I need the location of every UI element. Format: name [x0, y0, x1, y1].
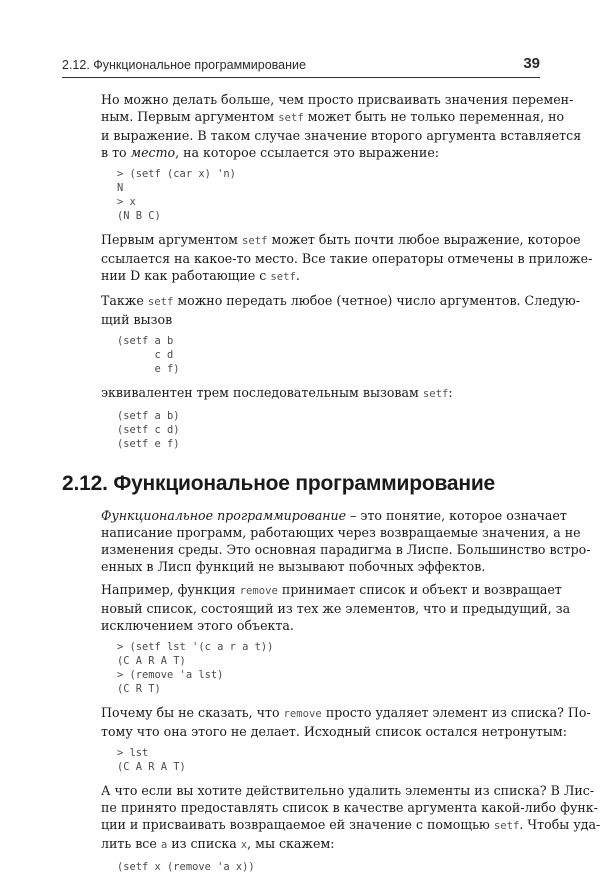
paragraph-line: енных в Лисп функций не вызывают побочных эффектов.	[101, 559, 486, 574]
inline-code: remove	[283, 708, 322, 720]
paragraph-line: исключением этого объекта.	[101, 618, 294, 633]
paragraph-line: ным. Первым аргументом setf может быть не только переменная, но	[101, 109, 565, 124]
inline-code: a	[160, 839, 168, 851]
code-block: > lst (C A R A T)	[117, 747, 186, 773]
paragraph-line: Например, функция remove принимает список и объект и возвращает	[101, 582, 562, 597]
paragraph-2	[101, 231, 593, 286]
paragraph-4	[101, 384, 537, 403]
paragraph-1	[101, 91, 582, 161]
paragraph-line: тому что она этого не делает. Исходный список остался нетронутым:	[101, 724, 567, 739]
inline-code: setf	[147, 296, 174, 308]
inline-code: x	[240, 839, 248, 851]
running-head-title: 2.12. Функциональное программирование	[62, 58, 306, 72]
page-body	[62, 91, 600, 882]
paragraph-3	[101, 292, 581, 328]
paragraph-line: Почему бы не сказать, что remove просто удаляет элемент из списка? По-	[101, 705, 591, 720]
emphasis: место	[130, 145, 176, 160]
paragraph-line: Также setf можно передать любое (четное) число аргументов. Следую-	[101, 293, 581, 308]
paragraph-line: пе принято предоставлять список в качестве аргумента какой-либо функ-	[101, 800, 598, 815]
code-block: > (setf lst '(c a r a t)) (C A R A T) > (remove 'a lst) (C R T)	[117, 641, 274, 695]
paragraph-line: новый список, состоящий из тех же элементов, что и предыдущий, за	[101, 601, 571, 616]
inline-code: setf	[270, 271, 296, 283]
paragraph-line: эквивалентен трем последовательным вызовам setf:	[101, 385, 453, 400]
running-head	[62, 55, 540, 77]
inline-code: setf	[493, 820, 520, 832]
code-block: (setf a b c d e f)	[117, 335, 180, 375]
paragraph-line: и выражение. В таком случае значение второго аргумента вставляется	[101, 128, 582, 143]
code-block: (setf x (remove 'a x))	[117, 861, 255, 873]
paragraph-line: в то место, на которое ссылается это выражение:	[101, 145, 440, 160]
paragraph-line: нии D как работающие с setf.	[101, 268, 300, 283]
paragraph-line: ции и присваивать возвращаемое ей значение с помощью setf. Чтобы уда-	[101, 817, 600, 832]
paragraph-7	[101, 704, 591, 740]
paragraph-line: А что если вы хотите действительно удалить элементы из списка? В Лис-	[101, 783, 595, 798]
paragraph-line: Но можно делать больше, чем просто присваивать значения перемен-	[101, 92, 574, 107]
paragraph-8	[101, 782, 600, 854]
paragraph-line: написание программ, работающих через возвращаемые значения, а не	[101, 525, 581, 540]
paragraph-line: щий вызов	[101, 312, 173, 327]
paragraph-6	[101, 581, 571, 634]
inline-code: setf	[278, 112, 304, 124]
paragraph-line: Первым аргументом setf может быть почти любое выражение, которое	[101, 232, 581, 247]
emphasis: Функциональное программирование	[101, 508, 347, 523]
paragraph-line: лить все a из списка x, мы скажем:	[101, 836, 335, 851]
inline-code: setf	[241, 235, 268, 247]
section-heading: 2.12. Функциональное программирование	[62, 472, 496, 495]
paragraph-line: изменения среды. Это основная парадигма в Лиспе. Большинство встро-	[101, 542, 591, 557]
code-block: (setf a b) (setf c d) (setf e f)	[117, 410, 180, 450]
header-rule	[62, 77, 540, 78]
paragraph-line: ссылается на какое-то место. Все такие операторы отмечены в приложе-	[101, 251, 593, 266]
inline-code: setf	[422, 388, 449, 400]
inline-code: remove	[239, 585, 278, 597]
code-block: > (setf (car x) 'n) N > x (N B C)	[117, 168, 236, 222]
paragraph-5	[101, 507, 591, 575]
paragraph-line: Функциональное программирование – это понятие, которое означает	[101, 508, 567, 523]
page-number: 39	[523, 55, 540, 72]
